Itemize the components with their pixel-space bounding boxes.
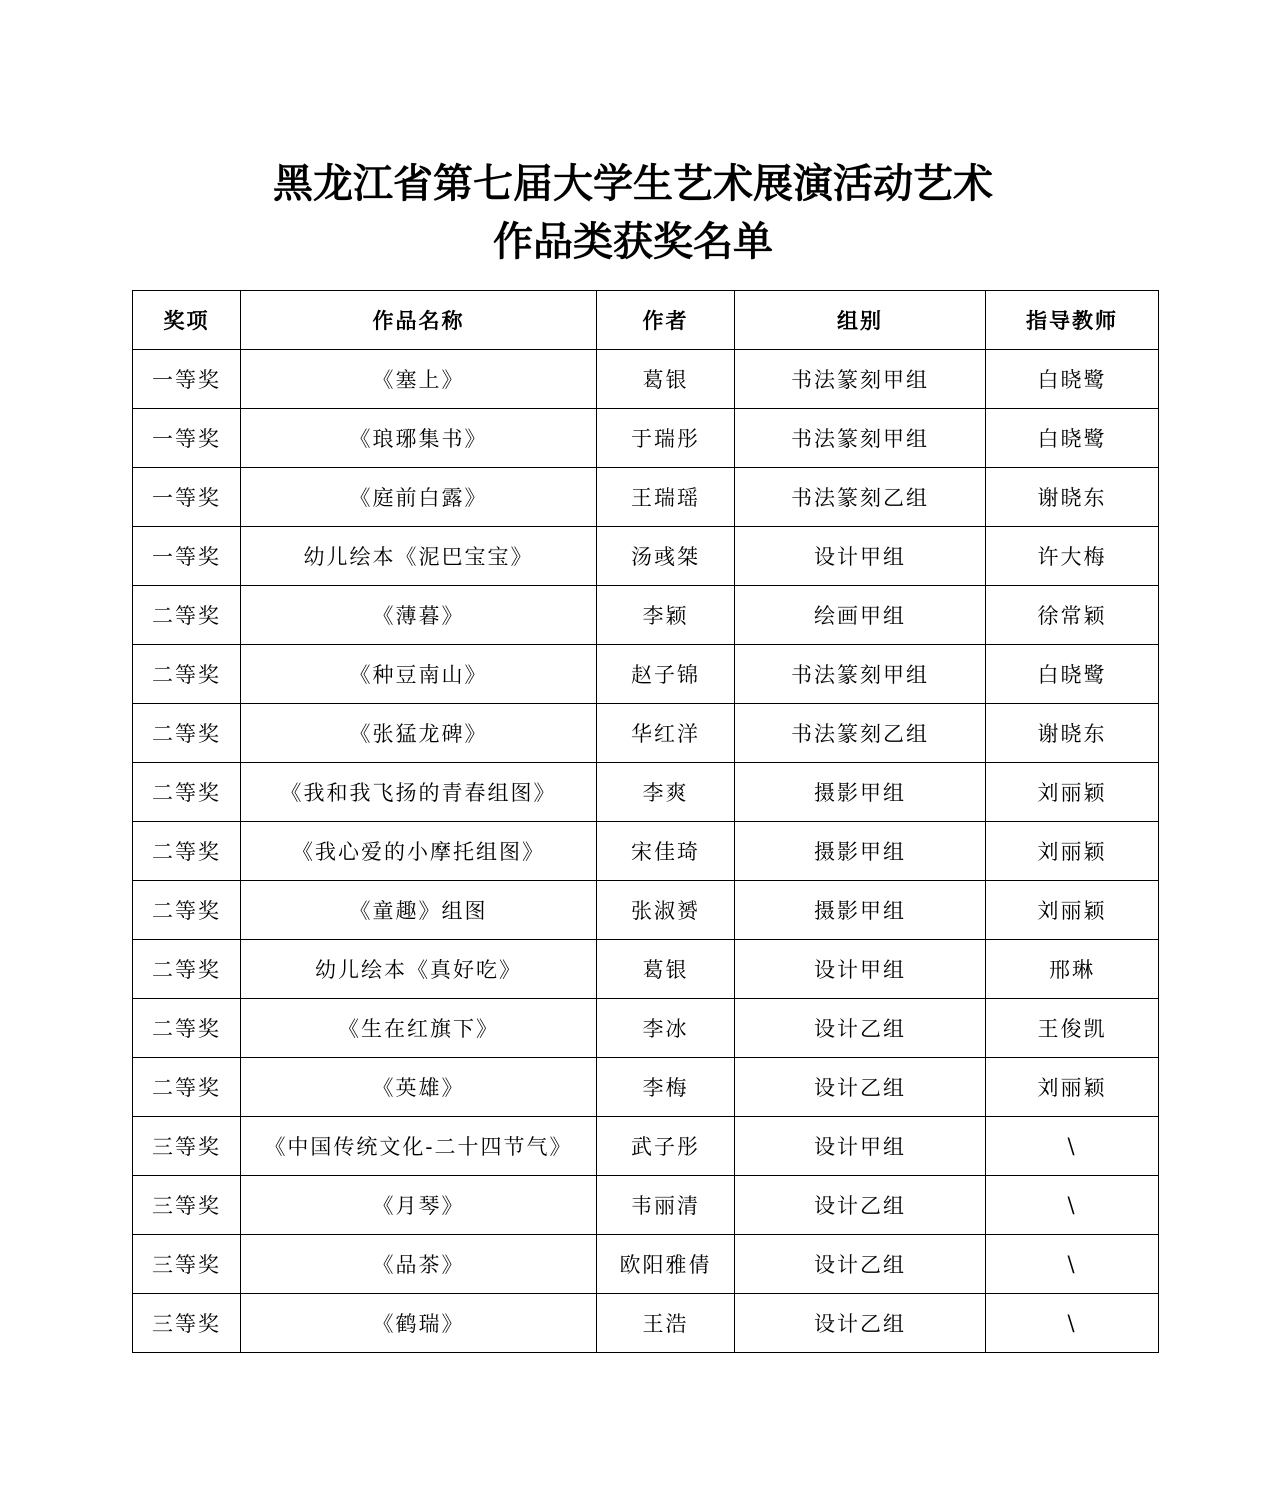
- advisor-cell: 刘丽颖: [986, 763, 1159, 822]
- group-cell: 设计甲组: [735, 1117, 986, 1176]
- group-cell: 绘画甲组: [735, 586, 986, 645]
- work-title-cell: 《琅琊集书》: [241, 409, 597, 468]
- award-cell: 二等奖: [133, 940, 241, 999]
- advisor-cell: 许大梅: [986, 527, 1159, 586]
- author-cell: 华红洋: [597, 704, 735, 763]
- header-work-title: 作品名称: [241, 291, 597, 350]
- group-cell: 书法篆刻甲组: [735, 350, 986, 409]
- table-row: [133, 1235, 1159, 1294]
- header-group: 组别: [735, 291, 986, 350]
- group-cell: 设计乙组: [735, 999, 986, 1058]
- award-cell: 三等奖: [133, 1117, 241, 1176]
- author-cell: 葛银: [597, 350, 735, 409]
- award-cell: 二等奖: [133, 763, 241, 822]
- table-row: [133, 881, 1159, 940]
- advisor-cell: 白晓鹭: [986, 645, 1159, 704]
- table-row: [133, 822, 1159, 881]
- work-title-cell: 《塞上》: [241, 350, 597, 409]
- group-cell: 设计甲组: [735, 940, 986, 999]
- advisor-cell: 谢晓东: [986, 468, 1159, 527]
- author-cell: 于瑞彤: [597, 409, 735, 468]
- award-cell: 三等奖: [133, 1235, 241, 1294]
- author-cell: 李冰: [597, 999, 735, 1058]
- award-cell: 一等奖: [133, 409, 241, 468]
- table-body: [133, 350, 1159, 1353]
- author-cell: 张淑赟: [597, 881, 735, 940]
- award-cell: 二等奖: [133, 822, 241, 881]
- work-title-cell: 幼儿绘本《泥巴宝宝》: [241, 527, 597, 586]
- author-cell: 李梅: [597, 1058, 735, 1117]
- award-cell: 二等奖: [133, 704, 241, 763]
- work-title-cell: 《英雄》: [241, 1058, 597, 1117]
- group-cell: 设计乙组: [735, 1176, 986, 1235]
- award-cell: 三等奖: [133, 1176, 241, 1235]
- group-cell: 设计乙组: [735, 1235, 986, 1294]
- table-row: [133, 704, 1159, 763]
- table-row: [133, 1058, 1159, 1117]
- group-cell: 书法篆刻甲组: [735, 645, 986, 704]
- work-title-cell: 《种豆南山》: [241, 645, 597, 704]
- advisor-cell: \: [986, 1235, 1159, 1294]
- work-title-cell: 《童趣》组图: [241, 881, 597, 940]
- award-cell: 三等奖: [133, 1294, 241, 1353]
- table-row: [133, 468, 1159, 527]
- group-cell: 书法篆刻乙组: [735, 468, 986, 527]
- award-cell: 一等奖: [133, 527, 241, 586]
- author-cell: 王瑞瑶: [597, 468, 735, 527]
- awards-table: [132, 290, 1159, 1353]
- award-cell: 二等奖: [133, 881, 241, 940]
- advisor-cell: 白晓鹭: [986, 409, 1159, 468]
- advisor-cell: 刘丽颖: [986, 881, 1159, 940]
- title-line-1: 黑龙江省第七届大学生艺术展演活动艺术: [273, 161, 993, 207]
- work-title-cell: 《我和我飞扬的青春组图》: [241, 763, 597, 822]
- work-title-cell: 《薄暮》: [241, 586, 597, 645]
- work-title-cell: 幼儿绘本《真好吃》: [241, 940, 597, 999]
- header-advisor: 指导教师: [986, 291, 1159, 350]
- advisor-cell: \: [986, 1294, 1159, 1353]
- table-row: [133, 999, 1159, 1058]
- table-row: [133, 527, 1159, 586]
- group-cell: 设计乙组: [735, 1058, 986, 1117]
- author-cell: 李爽: [597, 763, 735, 822]
- work-title-cell: 《我心爱的小摩托组图》: [241, 822, 597, 881]
- table-row: [133, 645, 1159, 704]
- advisor-cell: 邢琳: [986, 940, 1159, 999]
- work-title-cell: 《庭前白露》: [241, 468, 597, 527]
- advisor-cell: 白晓鹭: [986, 350, 1159, 409]
- table-row: [133, 586, 1159, 645]
- author-cell: 宋佳琦: [597, 822, 735, 881]
- author-cell: 赵子锦: [597, 645, 735, 704]
- group-cell: 摄影甲组: [735, 763, 986, 822]
- author-cell: 欧阳雅倩: [597, 1235, 735, 1294]
- award-cell: 二等奖: [133, 645, 241, 704]
- award-cell: 一等奖: [133, 468, 241, 527]
- work-title-cell: 《张猛龙碑》: [241, 704, 597, 763]
- advisor-cell: 刘丽颖: [986, 822, 1159, 881]
- title-line-2: 作品类获奖名单: [493, 219, 773, 265]
- table-row: [133, 940, 1159, 999]
- group-cell: 设计乙组: [735, 1294, 986, 1353]
- advisor-cell: \: [986, 1117, 1159, 1176]
- table-header-row: [133, 291, 1159, 350]
- author-cell: 武子彤: [597, 1117, 735, 1176]
- author-cell: 韦丽清: [597, 1176, 735, 1235]
- advisor-cell: 刘丽颖: [986, 1058, 1159, 1117]
- table-row: [133, 1117, 1159, 1176]
- table-row: [133, 409, 1159, 468]
- advisor-cell: 谢晓东: [986, 704, 1159, 763]
- author-cell: 李颖: [597, 586, 735, 645]
- header-author: 作者: [597, 291, 735, 350]
- work-title-cell: 《鹤瑞》: [241, 1294, 597, 1353]
- work-title-cell: 《中国传统文化-二十四节气》: [241, 1117, 597, 1176]
- advisor-cell: \: [986, 1176, 1159, 1235]
- award-cell: 一等奖: [133, 350, 241, 409]
- work-title-cell: 《生在红旗下》: [241, 999, 597, 1058]
- award-cell: 二等奖: [133, 999, 241, 1058]
- header-award: 奖项: [133, 291, 241, 350]
- group-cell: 设计甲组: [735, 527, 986, 586]
- group-cell: 书法篆刻乙组: [735, 704, 986, 763]
- author-cell: 王浩: [597, 1294, 735, 1353]
- work-title-cell: 《月琴》: [241, 1176, 597, 1235]
- author-cell: 葛银: [597, 940, 735, 999]
- table-row: [133, 350, 1159, 409]
- table-row: [133, 1294, 1159, 1353]
- work-title-cell: 《品茶》: [241, 1235, 597, 1294]
- advisor-cell: 徐常颖: [986, 586, 1159, 645]
- group-cell: 摄影甲组: [735, 881, 986, 940]
- group-cell: 摄影甲组: [735, 822, 986, 881]
- group-cell: 书法篆刻甲组: [735, 409, 986, 468]
- table-row: [133, 763, 1159, 822]
- document-title: [0, 155, 1266, 271]
- award-cell: 二等奖: [133, 586, 241, 645]
- award-cell: 二等奖: [133, 1058, 241, 1117]
- table-row: [133, 1176, 1159, 1235]
- author-cell: 汤彧桀: [597, 527, 735, 586]
- advisor-cell: 王俊凯: [986, 999, 1159, 1058]
